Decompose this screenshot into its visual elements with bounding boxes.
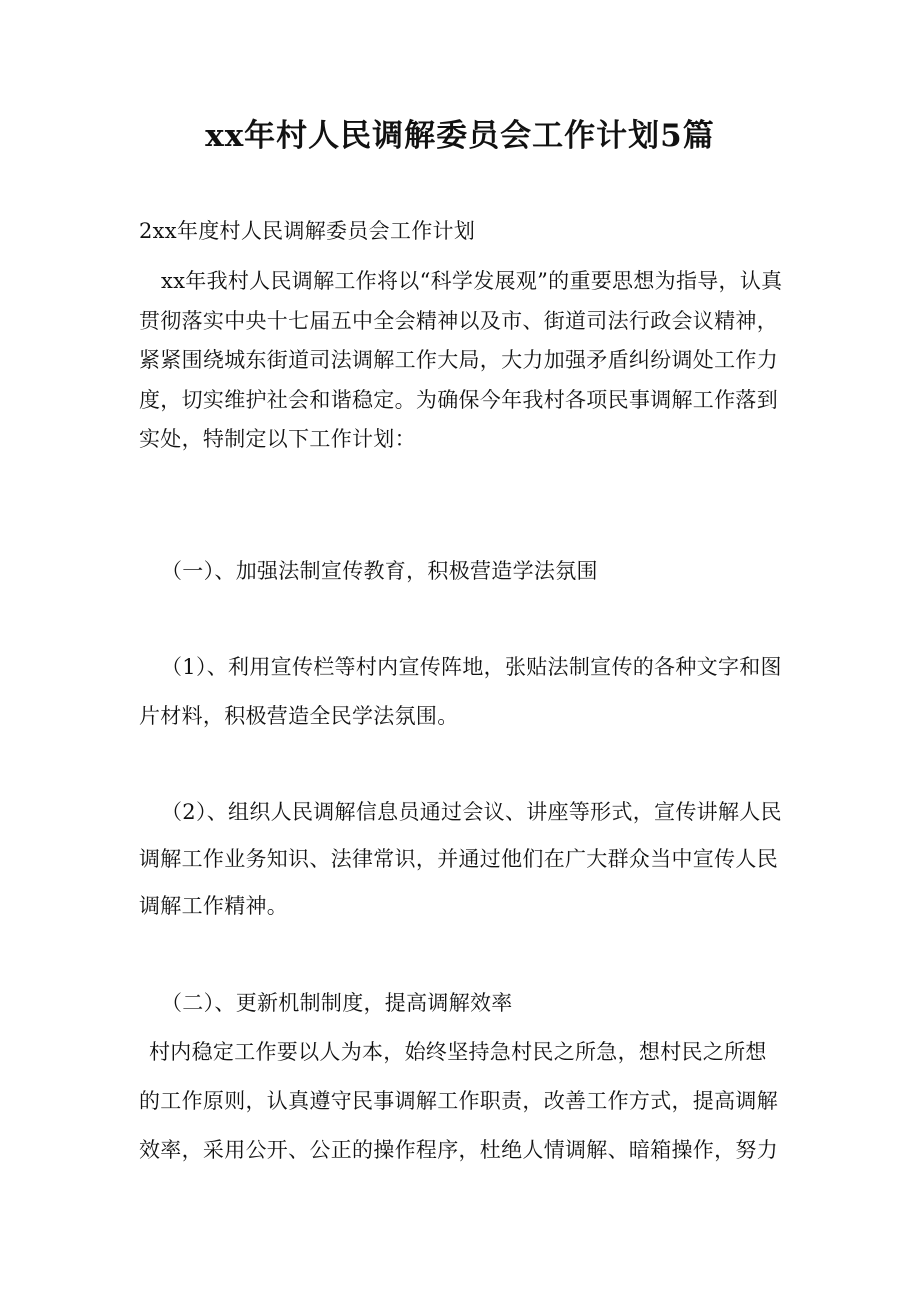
document-title: xx年村人民调解委员会工作计划5篇 [205, 118, 715, 154]
paragraph1-line-1: xx年我村人民调解工作将以“科学发展观”的重要思想为指导，认真 [161, 269, 783, 293]
paragraph1-line-2: 贯彻落实中央十七届五中全会精神以及市、街道司法行政会议精神， [139, 309, 778, 333]
item2-line-3: 调解工作精神。 [139, 894, 289, 918]
document-subtitle: 2xx年度村人民调解委员会工作计划 [139, 219, 476, 243]
item1-line-1: （1）、利用宣传栏等村内宣传阵地，张贴法制宣传的各种文字和图 [161, 655, 782, 679]
paragraph2-line-3: 效率，采用公开、公正的操作程序，杜绝人情调解、暗箱操作，努力 [139, 1138, 778, 1162]
section-heading-2: （二）、更新机制制度，提高调解效率 [161, 991, 513, 1015]
section-heading-1: （一）、加强法制宣传教育，积极营造学法氛围 [161, 559, 598, 583]
item2-line-1: （2）、组织人民调解信息员通过会议、讲座等形式，宣传讲解人民 [161, 800, 782, 824]
paragraph2-line-2: 的工作原则，认真遵守民事调解工作职责，改善工作方式，提高调解 [139, 1089, 778, 1113]
paragraph1-line-5: 实处，特制定以下工作计划： [139, 427, 416, 451]
paragraph2-line-1: 村内稳定工作要以人为本，始终坚持急村民之所急，想村民之所想 [149, 1040, 767, 1064]
item1-line-2: 片材料，积极营造全民学法氛围。 [139, 704, 459, 728]
paragraph1-line-4: 度，切实维护社会和谐稳定。为确保今年我村各项民事调解工作落到 [139, 388, 778, 412]
paragraph1-line-3: 紧紧围绕城东街道司法调解工作大局，大力加强矛盾纠纷调处工作力 [139, 348, 778, 372]
item2-line-2: 调解工作业务知识、法律常识，并通过他们在广大群众当中宣传人民 [139, 847, 778, 871]
